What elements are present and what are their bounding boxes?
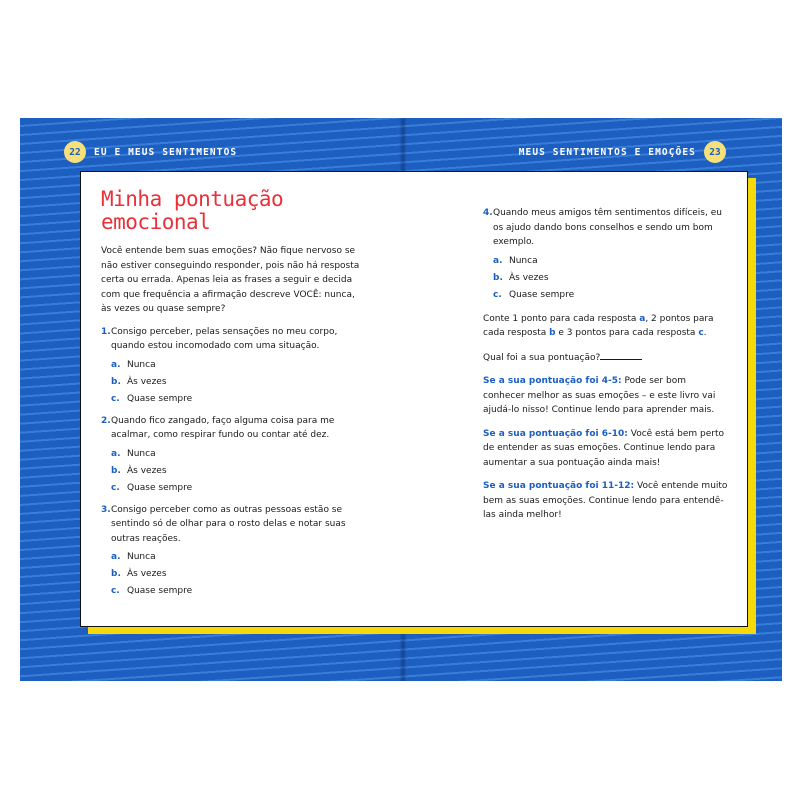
answer-option: b. Às vezes (111, 569, 167, 579)
score-blank-line (600, 350, 642, 360)
question-text: Quando meus amigos têm sentimentos difíceis, eu os ajudo dando bons conselhos e sendo um bom exemplo. (493, 208, 722, 247)
header-right (519, 140, 726, 164)
question-2 (101, 414, 363, 497)
header-right-title: MEUS SENTIMENTOS E EMOÇÕES (518, 146, 696, 158)
page-title-line2: emocional (101, 210, 211, 234)
question-4 (483, 206, 729, 304)
page-number-left: 22 (64, 141, 86, 163)
answer-option: c. Quase sempre (111, 586, 193, 596)
intro-text: Você entende bem suas emoções? Não fique nervoso se não estiver conseguindo responder, pois não há resposta certa ou errada. Apenas leia as frases a seguir e decida com que frequência a afirmação descreve VOCÊ: nunca, às vezes ou quase sempre? (101, 246, 360, 314)
answer-option: c. Quase sempre (493, 289, 575, 300)
header-left (64, 140, 237, 164)
answer-option: a. Nunca (111, 552, 156, 562)
answer-option: a. Nunca (493, 255, 538, 266)
answer-option: c. Quase sempre (111, 393, 193, 404)
question-text: Quando fico zangado, faço alguma coisa para me acalmar, como respirar fundo ou contar até dez. (111, 415, 335, 440)
score-question: Qual foi a sua pontuação? (483, 350, 729, 366)
answer-option: c. Quase sempre (111, 482, 193, 493)
result-6-10: Se a sua pontuação foi 6-10: Você está bem perto de entender as suas emoções. Continue lendo para aumentar a sua pontuação ainda mais! (483, 428, 725, 468)
question-1 (101, 325, 363, 408)
question-number: 1. (101, 326, 111, 337)
question-number: 3. (101, 504, 111, 515)
content-card (80, 171, 748, 627)
right-column (483, 206, 729, 532)
page-number-right: 23 (704, 141, 726, 163)
page-title-line1: Minha pontuação (101, 187, 284, 211)
answer-option: b. Às vezes (111, 376, 167, 387)
result-11-12: Se a sua pontuação foi 11-12: Você entende muito bem as suas emoções. Continue lendo para entendê-las ainda melhor! (483, 481, 728, 520)
answer-option: a. Nunca (111, 448, 156, 459)
question-text: Consigo perceber, pelas sensações no meu corpo, quando estou incomodado com uma situação. (111, 326, 338, 351)
page-title (101, 188, 363, 234)
question-3 (101, 503, 363, 601)
scoring-instructions: Conte 1 ponto para cada resposta a, 2 pontos para cada resposta b e 3 pontos para cada resposta c. (483, 313, 714, 338)
result-4-5: Se a sua pontuação foi 4-5: Pode ser bom conhecer melhor as suas emoções – e este livro vai ajudá-lo nisso! Continue lendo para aprender mais. (483, 376, 716, 415)
answer-option: b. Às vezes (111, 465, 167, 476)
answer-option: a. Nunca (111, 359, 156, 370)
book-spread (20, 118, 782, 681)
header-left-title: EU E MEUS SENTIMENTOS (94, 146, 238, 158)
left-column (101, 188, 363, 600)
question-number: 4. (483, 208, 493, 218)
question-number: 2. (101, 415, 111, 426)
question-text: Consigo perceber como as outras pessoas estão se sentindo só de olhar para o rosto delas e notar suas outras reações. (111, 504, 346, 544)
answer-option: b. Às vezes (493, 272, 549, 283)
